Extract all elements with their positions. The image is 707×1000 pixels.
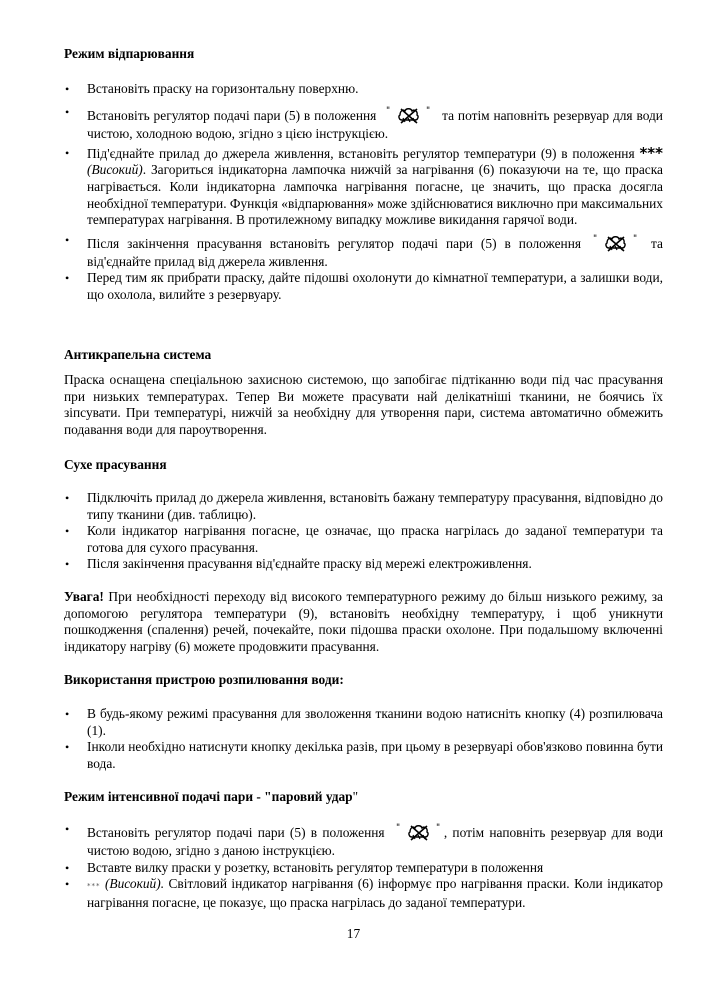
list-item: • Коли індикатор нагрівання погасне, це означає, що праска нагрілась до заданої температури та готова для сухого прасування. (64, 523, 663, 556)
list-item: • Вставте вилку праски у розетку, встановіть регулятор температури в положення (64, 860, 663, 877)
warning-label: Увага! (64, 589, 104, 605)
no-steam-icon (396, 821, 442, 843)
list-item: • В будь-якому режимі прасування для зволоження тканини водою натисніть кнопку (4) розпилювача (1). (64, 706, 663, 739)
list-item: • Встановіть праску на горизонтальну поверхню. (64, 81, 663, 98)
list-item: • Підключіть прилад до джерела живлення, встановіть бажану температуру прасування, відповідно до типу тканини (див. таблицю). (64, 490, 663, 523)
list-item: • *** (Високий). Світловий індикатор нагрівання (6) інформує про нагрівання праски. Коли індикатор нагрівання погасне, це показує, що праска нагрілась до заданої температури. (64, 876, 663, 911)
dry-ironing-list (64, 490, 663, 573)
section-title-spray: Використання пристрою розпилювання води: (64, 672, 344, 688)
list-item: • Під'єднайте прилад до джерела живлення, встановіть регулятор температури (9) в положення ***(Високий). Загориться індикаторна лампочка нижчій за нагрівання (6) показуючи на те, що праска нагрівається. Коли індикаторна лампочка нагрівання погасне, це значить, що праска досягла необхідної температури. Функція «відпарювання» може здійснюватися виключно при максимальних температурах нагрівання. В протилежному випадку можливе викидання гарячої води. (64, 145, 663, 229)
high-temp-stars: *** (639, 143, 663, 162)
section-title-steam-mode: Режим відпарювання (64, 46, 195, 61)
list-item: • Інколи необхідно натиснути кнопку декілька разів, при цьому в резервуарі обов'язково повинна бути вода. (64, 739, 663, 772)
list-item: • Після закінчення прасування від'єднайте праску від мережі електроживлення. (64, 556, 663, 573)
warning-paragraph: Увага! При необхідності переходу від високого температурного режиму до більш низького режиму, за допомогою регулятора температури (9), встановіть необхідну температуру, і щоб уникнути пошкодження (спалення) речей, почекайте, поки підошва праски охолоне. При подальшому включенні індикатору нагріву (6) можете продовжити прасування. (64, 589, 663, 654)
high-temp-stars: *** (87, 882, 101, 891)
spray-list (64, 706, 663, 772)
steam-mode-list (64, 81, 663, 304)
section-title-steam-burst: Режим інтенсивної подачі пари - "паровий удар" (64, 789, 359, 805)
section-title-anti-drip: Антикрапельна система (64, 346, 212, 362)
list-item: • Перед тим як прибрати праску, дайте підошві охолонути до кімнатної температури, а залишки води, що охолола, вилийте з резервуару. (64, 270, 663, 303)
anti-drip-paragraph: Праска оснащена спеціальною захисною системою, що запобігає підтіканню води під час прасування при низьких температурах. Тепер Ви можете прасувати най делікатніші тканини, не боячись їх зіпсувати. При температурі, нижчій за необхідну для утворення пари, система автоматично обмежить подавання води для пароутворення. (64, 372, 663, 437)
steam-burst-list (64, 821, 663, 911)
page-content (64, 46, 663, 911)
list-item: • Встановіть регулятор подачі пари (5) в положення та потім наповніть резервуар для води чистою, холодною водою, згідно з цією інструкцією. (64, 104, 663, 143)
no-steam-icon (593, 232, 639, 254)
no-steam-icon (386, 104, 432, 126)
page-number: 17 (346, 926, 361, 941)
list-item: • Після закінчення прасування встановіть регулятор подачі пари (5) в положення та від'єднайте прилад від джерела живлення. (64, 232, 663, 271)
section-title-dry-ironing: Сухе прасування (64, 456, 167, 472)
list-item: • Встановіть регулятор подачі пари (5) в положення , потім наповніть резервуар для води чистою водою, згідно з даною інструкцією. (64, 821, 663, 860)
